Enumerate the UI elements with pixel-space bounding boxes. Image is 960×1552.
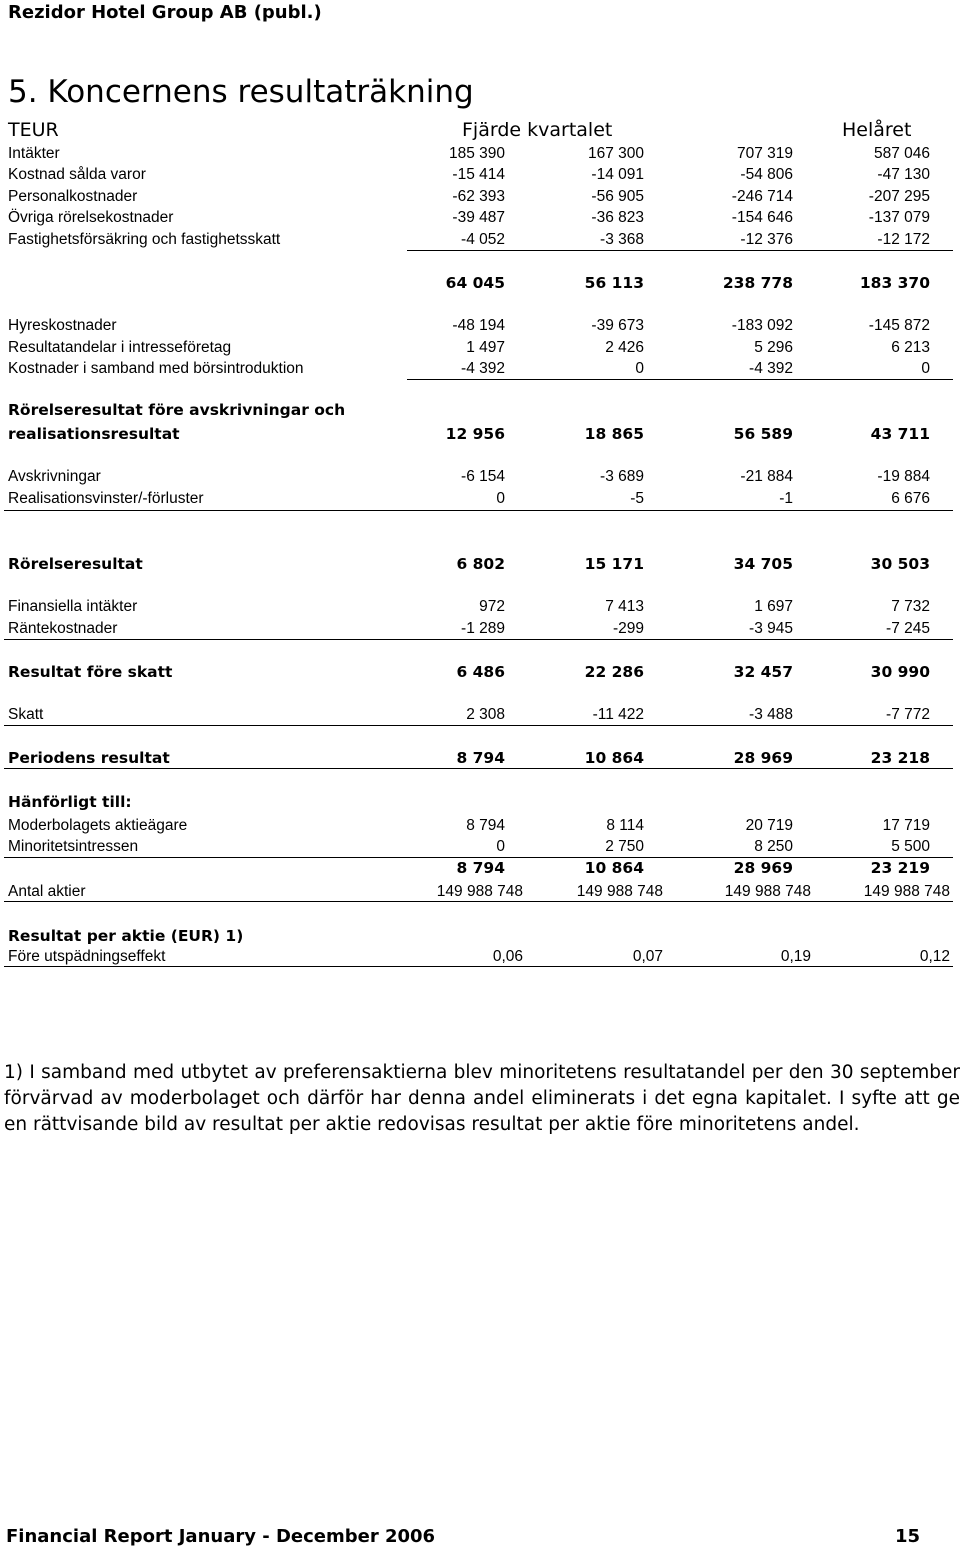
table-row <box>0 229 960 251</box>
cell-value: 28 969 <box>733 859 793 877</box>
cell-value: -19 884 <box>877 468 930 485</box>
cell-value: -39 487 <box>452 209 505 226</box>
cell-value: -7 772 <box>886 706 930 723</box>
cell-value: 64 045 <box>445 274 505 292</box>
cell-value: 1 497 <box>466 339 505 356</box>
cell-value: 0,19 <box>780 948 811 965</box>
table-row <box>0 747 960 769</box>
col-group-year: Helåret <box>842 119 912 141</box>
cell-value: -183 092 <box>731 317 793 334</box>
cell-value: 18 865 <box>584 425 644 443</box>
cell-value: 43 711 <box>870 425 930 443</box>
cell-value: 6 802 <box>456 555 505 573</box>
cell-value: -3 488 <box>749 706 793 723</box>
cell-value: 587 046 <box>873 145 930 162</box>
row-label: Moderbolagets aktieägare <box>8 817 188 834</box>
cell-value: 149 988 748 <box>576 883 663 900</box>
table-row <box>0 618 960 640</box>
cell-value: 6 213 <box>891 339 930 356</box>
cell-value: 30 503 <box>870 555 930 573</box>
cell-value: 149 988 748 <box>724 883 811 900</box>
cell-value: 0 <box>635 360 644 377</box>
cell-value: 1 697 <box>754 598 793 615</box>
cell-value: 0,12 <box>919 948 950 965</box>
cell-value: 707 319 <box>736 145 793 162</box>
table-row <box>0 358 960 380</box>
cell-value: -246 714 <box>731 188 793 205</box>
cell-value: -36 823 <box>591 209 644 226</box>
cell-value: -54 806 <box>740 166 793 183</box>
cell-value: 8 794 <box>466 817 505 834</box>
cell-value: 17 719 <box>882 817 930 834</box>
subtotal-rule <box>4 639 953 640</box>
cell-value: -11 422 <box>592 706 644 723</box>
cell-value: 10 864 <box>584 859 644 877</box>
cell-value: 149 988 748 <box>436 883 523 900</box>
col-group-q4: Fjärde kvartalet <box>462 119 613 141</box>
cell-value: 0 <box>496 838 505 855</box>
table-row <box>0 164 960 186</box>
row-label: Realisationsvinster/-förluster <box>8 490 204 507</box>
page-number: 15 <box>894 1526 920 1547</box>
cell-value: 15 171 <box>584 555 644 573</box>
cell-value: 2 750 <box>605 838 644 855</box>
cell-value: 7 732 <box>891 598 930 615</box>
cell-value: 167 300 <box>587 145 644 162</box>
page-title: 5. Koncernens resultaträkning <box>8 74 474 110</box>
row-label: Avskrivningar <box>8 468 101 485</box>
cell-value: -3 368 <box>600 231 644 248</box>
cell-value: -4 052 <box>461 231 505 248</box>
cell-value: -5 <box>630 490 644 507</box>
row-label: Rörelseresultat <box>8 555 143 573</box>
cell-value: -21 884 <box>740 468 793 485</box>
table-row <box>0 553 960 575</box>
row-label: Rörelseresultat före avskrivningar och <box>8 401 346 419</box>
cell-value: -12 172 <box>877 231 930 248</box>
cell-value: -48 194 <box>452 317 505 334</box>
row-label: Antal aktier <box>8 883 86 900</box>
cell-value: 149 988 748 <box>863 883 950 900</box>
table-row <box>0 423 960 445</box>
cell-value: 0,06 <box>492 948 523 965</box>
table-row <box>0 272 960 294</box>
table-row <box>0 143 960 165</box>
subtotal-rule <box>4 901 953 902</box>
row-label: Finansiella intäkter <box>8 598 138 615</box>
cell-value: 8 114 <box>606 817 644 834</box>
cell-value: -145 872 <box>868 317 930 334</box>
table-row <box>0 488 960 510</box>
row-label: Skatt <box>8 706 44 723</box>
row-label: Fastighetsförsäkring och fastighetsskatt <box>8 231 281 248</box>
cell-value: -154 646 <box>731 209 793 226</box>
cell-value: -3 689 <box>600 468 644 485</box>
company-name: Rezidor Hotel Group AB (publ.) <box>8 2 322 23</box>
subtotal-rule <box>4 725 953 726</box>
cell-value: 20 719 <box>745 817 793 834</box>
table-row <box>0 857 960 879</box>
row-label: Resultat per aktie (EUR) 1) <box>8 927 244 945</box>
row-label: Periodens resultat <box>8 749 170 767</box>
cell-value: 10 864 <box>584 749 644 767</box>
cell-value: 0,07 <box>632 948 663 965</box>
cell-value: 34 705 <box>733 555 793 573</box>
cell-value: -62 393 <box>452 188 505 205</box>
table-row <box>0 207 960 229</box>
cell-value: 23 218 <box>870 749 930 767</box>
cell-value: 2 426 <box>605 339 644 356</box>
cell-value: -4 392 <box>749 360 793 377</box>
row-label: Före utspädningseffekt <box>8 948 166 965</box>
eps-rule <box>4 966 953 967</box>
cell-value: 6 676 <box>891 490 930 507</box>
table-row <box>0 925 960 947</box>
cell-value: -15 414 <box>452 166 505 183</box>
row-label: Intäkter <box>8 145 60 162</box>
row-label: Övriga rörelsekostnader <box>8 209 174 226</box>
cell-value: 56 113 <box>584 274 644 292</box>
table-row <box>0 791 960 813</box>
cell-value: 8 250 <box>754 838 793 855</box>
cell-value: 23 219 <box>870 859 930 877</box>
subtotal-rule <box>407 379 953 380</box>
row-label: Kostnader i samband med börsintroduktion <box>8 360 304 377</box>
cell-value: -1 <box>779 490 793 507</box>
table-row <box>0 836 960 858</box>
total-rule <box>4 768 953 769</box>
cell-value: 185 390 <box>448 145 505 162</box>
row-label: Kostnad sålda varor <box>8 166 146 183</box>
table-row <box>0 399 960 421</box>
cell-value: -7 245 <box>886 620 930 637</box>
footer-report-name: Financial Report January - December 2006 <box>6 1526 436 1547</box>
table-row <box>0 946 960 968</box>
cell-value: 5 296 <box>754 339 793 356</box>
cell-value: 6 486 <box>456 663 505 681</box>
table-row <box>0 186 960 208</box>
cell-value: -207 295 <box>868 188 930 205</box>
cell-value: -6 154 <box>461 468 505 485</box>
cell-value: 972 <box>479 598 505 615</box>
cell-value: -14 091 <box>591 166 644 183</box>
row-label: Resultat före skatt <box>8 663 173 681</box>
subtotal-rule <box>4 857 953 858</box>
row-label: Räntekostnader <box>8 620 118 637</box>
row-label: Hänförligt till: <box>8 793 132 811</box>
cell-value: -39 673 <box>591 317 644 334</box>
table-row <box>0 881 960 903</box>
table-row <box>0 596 960 618</box>
table-row <box>0 661 960 683</box>
cell-value: -299 <box>612 620 644 637</box>
subtotal-rule <box>407 250 953 251</box>
cell-value: 2 308 <box>466 706 505 723</box>
cell-value: -1 289 <box>461 620 505 637</box>
row-label: realisationsresultat <box>8 425 180 443</box>
table-row <box>0 815 960 837</box>
row-label: Resultatandelar i intresseföretag <box>8 339 232 356</box>
row-label: Personalkostnader <box>8 188 138 205</box>
cell-value: -3 945 <box>749 620 793 637</box>
table-row <box>0 704 960 726</box>
cell-value: 0 <box>496 490 505 507</box>
unit-label: TEUR <box>8 119 59 141</box>
cell-value: 7 413 <box>605 598 644 615</box>
cell-value: 0 <box>921 360 930 377</box>
cell-value: 8 794 <box>456 749 505 767</box>
cell-value: 56 589 <box>733 425 793 443</box>
cell-value: -12 376 <box>740 231 793 248</box>
cell-value: 238 778 <box>722 274 793 292</box>
cell-value: -137 079 <box>868 209 930 226</box>
cell-value: 5 500 <box>891 838 930 855</box>
table-row <box>0 337 960 359</box>
cell-value: 12 956 <box>445 425 505 443</box>
cell-value: 8 794 <box>456 859 505 877</box>
cell-value: 32 457 <box>733 663 793 681</box>
cell-value: -4 392 <box>461 360 505 377</box>
footnote: 1) I samband med utbytet av preferensaktierna blev minoritetens resultatandel per den 30 september förvärvad av moderbolaget och därför har denna andel eliminerats i det egna kapitalet. I syfte att ge en rättvisande bild av resultat per aktie redovisas resultat per aktie före minoritetens andel. <box>4 1062 960 1135</box>
table-row <box>0 315 960 337</box>
row-label: Hyreskostnader <box>8 317 117 334</box>
subtotal-rule <box>4 510 953 511</box>
cell-value: 183 370 <box>859 274 930 292</box>
cell-value: -47 130 <box>877 166 930 183</box>
table-row <box>0 466 960 488</box>
row-label: Minoritetsintressen <box>8 838 139 855</box>
cell-value: 30 990 <box>870 663 930 681</box>
cell-value: -56 905 <box>591 188 644 205</box>
cell-value: 22 286 <box>584 663 644 681</box>
cell-value: 28 969 <box>733 749 793 767</box>
